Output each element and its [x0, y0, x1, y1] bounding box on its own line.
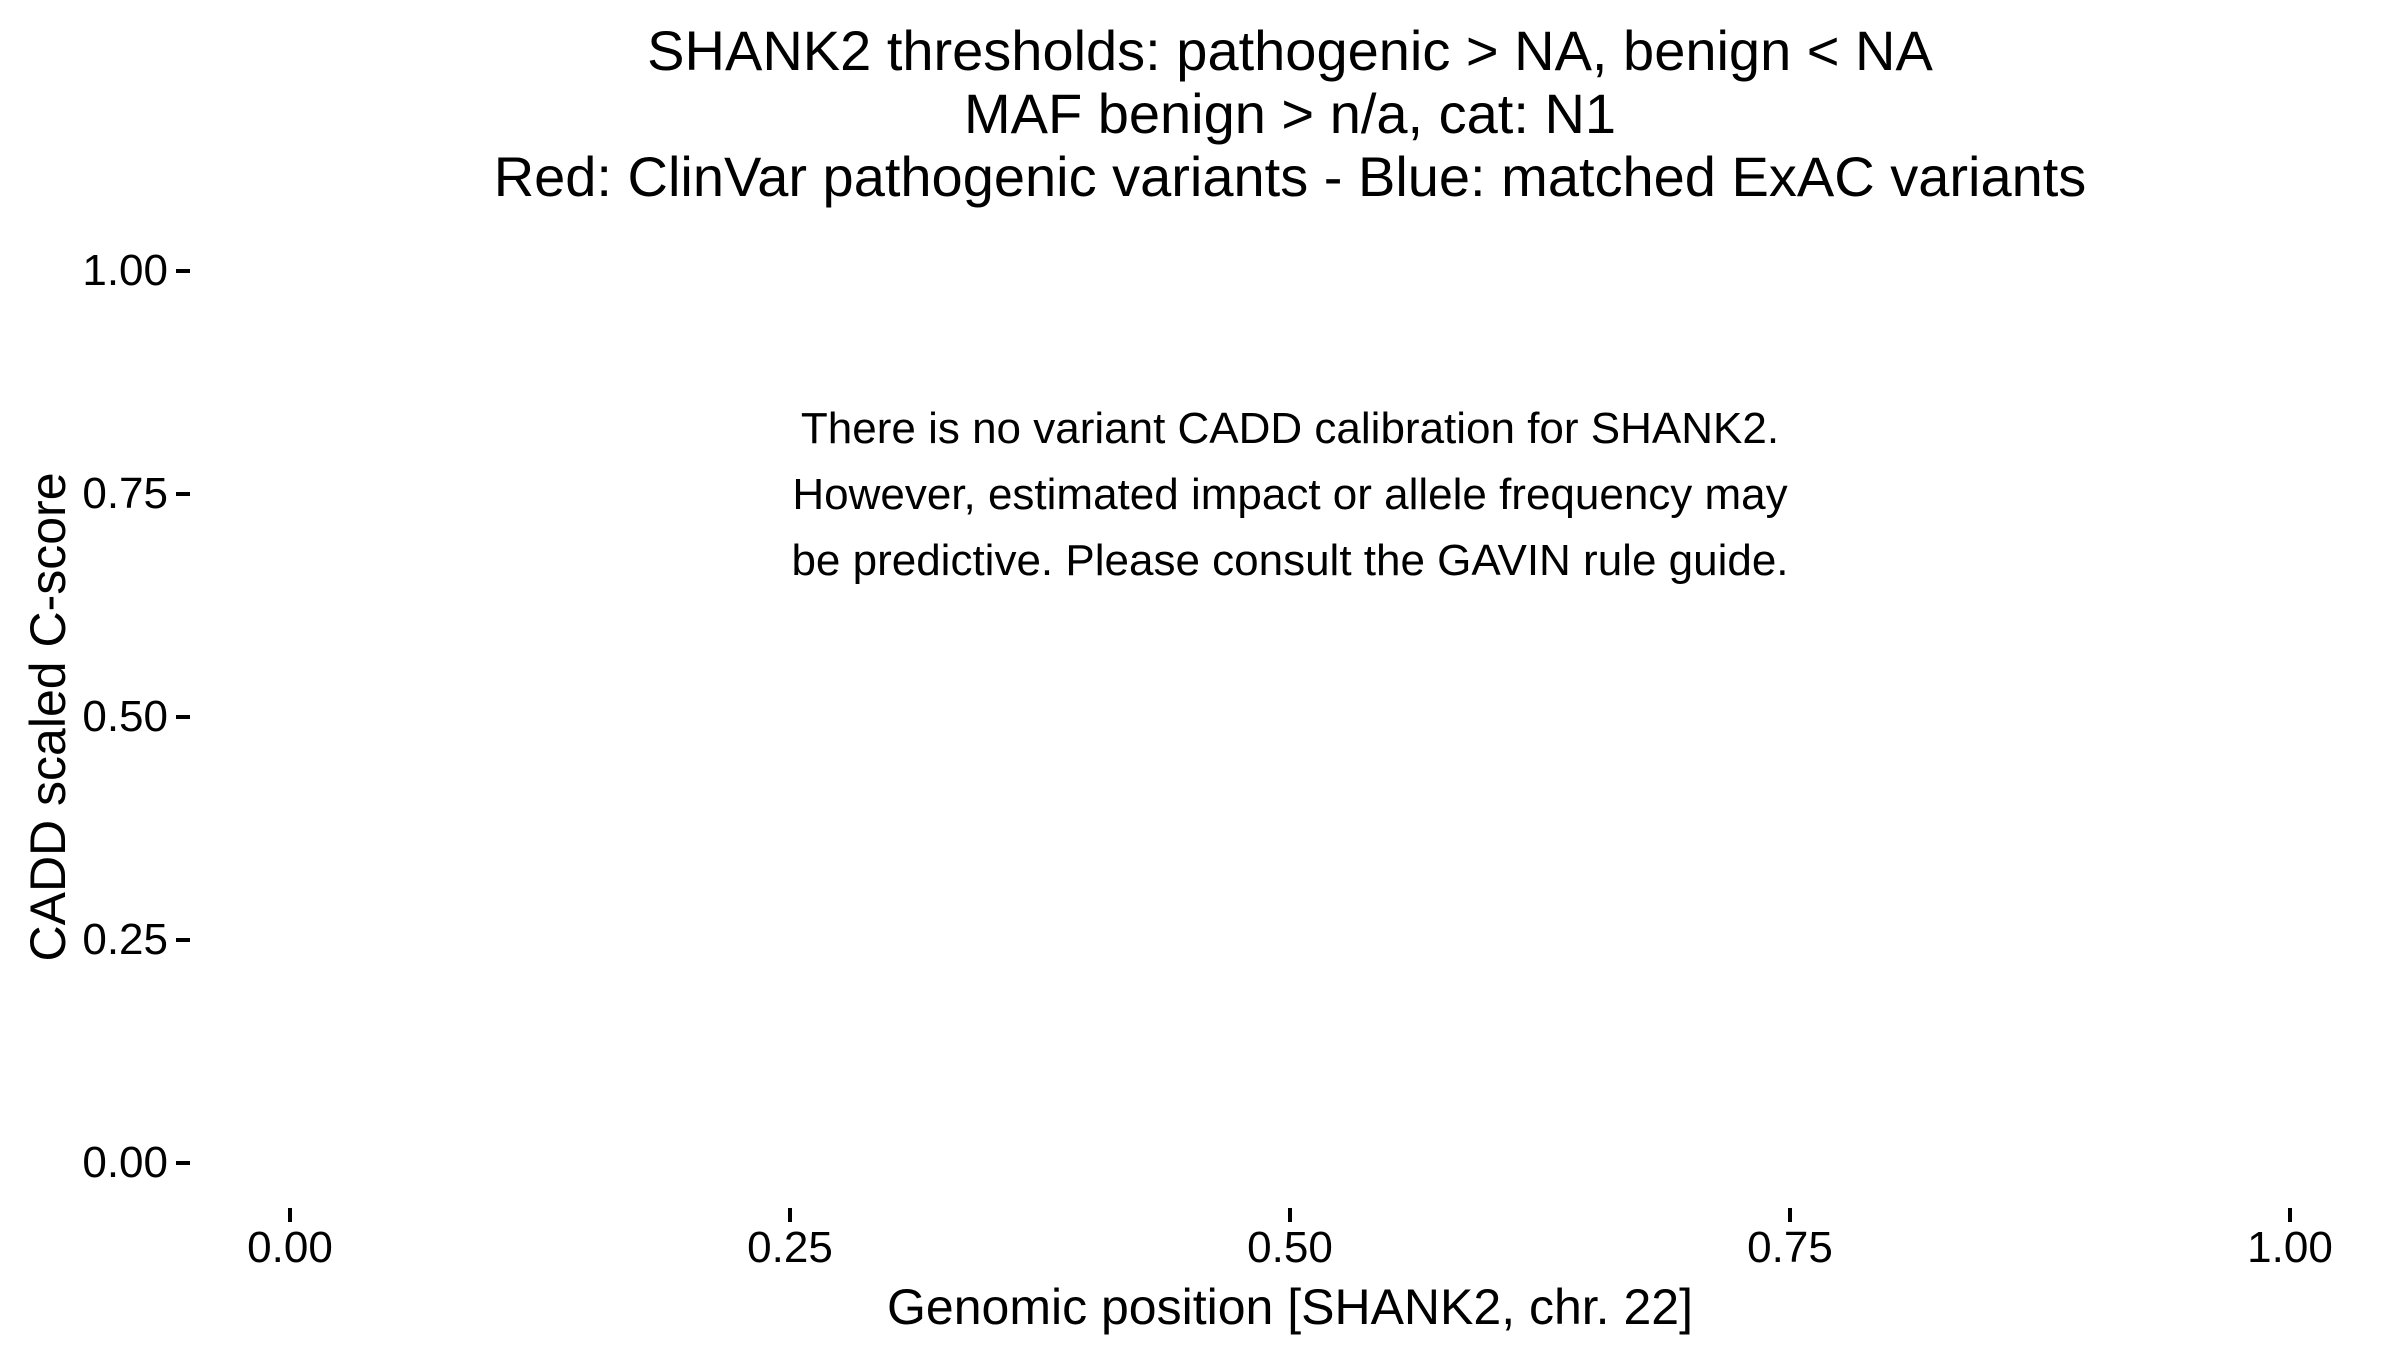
- annotation-line-3: be predictive. Please consult the GAVIN rule guide.: [791, 536, 1789, 585]
- y-tick-label: 0.25: [82, 915, 168, 964]
- x-tick-label: 0.75: [1747, 1223, 1833, 1272]
- plot-title-line-2: MAF benign > n/a, cat: N1: [963, 82, 1617, 145]
- x-tick-label: 1.00: [2247, 1223, 2333, 1272]
- plot-panel: [190, 226, 2390, 1208]
- x-tick-mark: [788, 1208, 792, 1222]
- y-tick-label: 0.00: [82, 1138, 168, 1187]
- annotation-text: [190, 396, 2390, 594]
- x-tick-mark: [288, 1208, 292, 1222]
- y-tick-label: 0.75: [82, 469, 168, 518]
- annotation-line-1: There is no variant CADD calibration for SHANK2.: [800, 404, 1780, 453]
- y-tick-label: 1.00: [82, 246, 168, 295]
- plot-title-line-3: Red: ClinVar pathogenic variants - Blue: matched ExAC variants: [493, 145, 2087, 208]
- plot-title: [190, 19, 2390, 208]
- y-tick-mark: [176, 715, 190, 719]
- x-axis-title: Genomic position [SHANK2, chr. 22]: [887, 1279, 1693, 1335]
- x-tick-label: 0.25: [747, 1223, 833, 1272]
- x-tick-mark: [1288, 1208, 1292, 1222]
- x-tick-mark: [2288, 1208, 2292, 1222]
- y-tick-mark: [176, 938, 190, 942]
- y-tick-mark: [176, 269, 190, 273]
- y-tick-mark: [176, 492, 190, 496]
- annotation-line-2: However, estimated impact or allele frequency may: [792, 470, 1788, 519]
- x-tick-label: 0.00: [247, 1223, 333, 1272]
- y-tick-mark: [176, 1161, 190, 1165]
- x-tick-mark: [1788, 1208, 1792, 1222]
- plot-title-line-1: SHANK2 thresholds: pathogenic > NA, benign < NA: [647, 19, 1933, 82]
- y-tick-label: 0.50: [82, 692, 168, 741]
- x-tick-label: 0.50: [1247, 1223, 1333, 1272]
- y-axis-title: CADD scaled C-score: [20, 472, 76, 962]
